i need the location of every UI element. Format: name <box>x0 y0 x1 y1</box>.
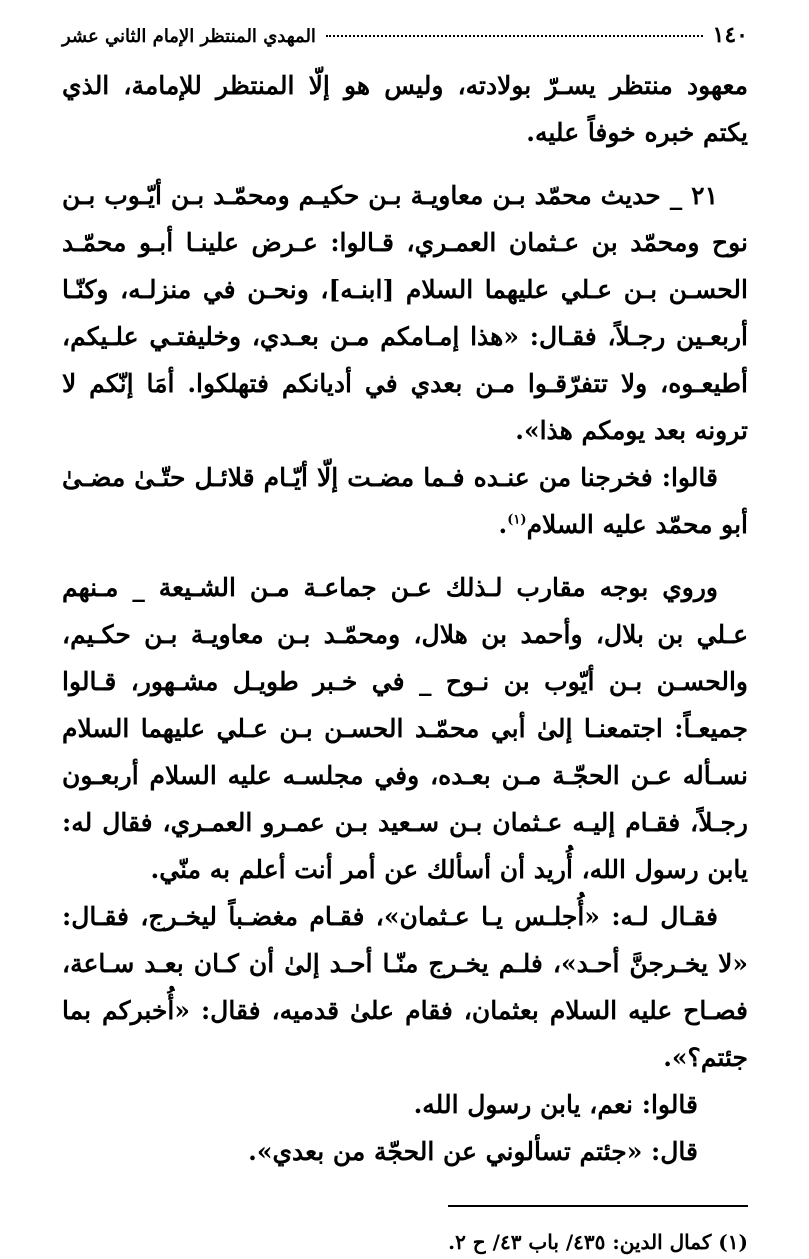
paragraph: قال: «جئتم تسألوني عن الحجّة من بعدي». <box>248 1137 698 1166</box>
paragraph <box>62 454 748 548</box>
paragraph: فقـال لـه: «أُجلـس يـا عـثمان»، فقـام مغضـباً ليخـرج، فقـال: «لا يخـرجنَّ أحـد»، فلـم يخـرج منّـا أحـد إلىٰ أن كـان بعـد سـاعة، فصـاح عليه السلام بعثمان، فقام علىٰ قدميه، فقال: «أُخبركم بما جئتم؟». <box>62 902 748 1072</box>
paragraph-text: قالوا: فخرجنا من عنـده فـما مضـت إلّا أيّـام قلائـل حتّـىٰ مضـىٰ أبو محمّد عليه السلام <box>62 463 748 539</box>
sentence-end: . <box>498 510 508 539</box>
paragraph: ٢١ _ حديث محمّد بـن معاويـة بـن حكيـم ومحمّـد بـن أيّـوب بـن نوح ومحمّد بن عـثمان العمـري، قـالوا: عـرض علينـا أبـو محمّـد الحسـن بـن عـلي عليهما السلام [ابنـه]، ونحـن في منزلـه، وكنّـا أربعـين رجـلاً، فقـال: «هذا إمـامكم مـن بعـدي، وخليفتـي علـيكم، أطيعـوه، ولا تتفرّقـوا مـن بعدي في أديانكم فتهلكوا. أمَا إنّكم لا ترونه بعد يومكم هذا». <box>62 181 748 445</box>
book-page <box>62 22 748 1259</box>
footnote: (١) كمال الدين: ٤٣٥/ باب ٤٣/ ح ٢. <box>448 1230 748 1254</box>
header-dotted-leader <box>326 35 703 37</box>
footnotes <box>62 1225 748 1259</box>
footnote-separator <box>448 1205 748 1207</box>
footnote-reference: (١) <box>507 512 527 528</box>
paragraph: قالوا: نعم، يابن رسول الله. <box>413 1090 698 1119</box>
main-text <box>62 62 748 1175</box>
running-header <box>62 22 748 56</box>
paragraph: معهود منتظر يسـرّ بولادته، وليس هو إلّا المنتظر للإمامة، الذي يكتم خبره خوفاً عليه. <box>62 71 748 147</box>
book-title: المهدي المنتظر الإمام الثاني عشر <box>62 26 316 47</box>
paragraph: وروي بوجه مقارب لـذلك عـن جماعـة مـن الشـيعة _ مـنهم عـلي بن بلال، وأحمد بن هلال، ومحمّـد بـن معاويـة بـن حكـيم، والحسـن بـن أيّوب بن نـوح _ في خـبر طويـل مشـهور، قـالوا جميعـاً: اجتمعنـا إلىٰ أبي محمّـد الحسـن بـن عـلي عليهما السلام نسـأله عـن الحجّـة مـن بعـده، وفي مجلسـه عليه السلام أربعـون رجـلاً، فقـام إليـه عـثمان بـن سـعيد بـن عمـرو العمـري، فقال له: يابن رسول الله، أُريد أن أسألك عن أمر أنت أعلم به منّي. <box>62 573 748 884</box>
page-number: ١٤٠ <box>712 22 748 48</box>
